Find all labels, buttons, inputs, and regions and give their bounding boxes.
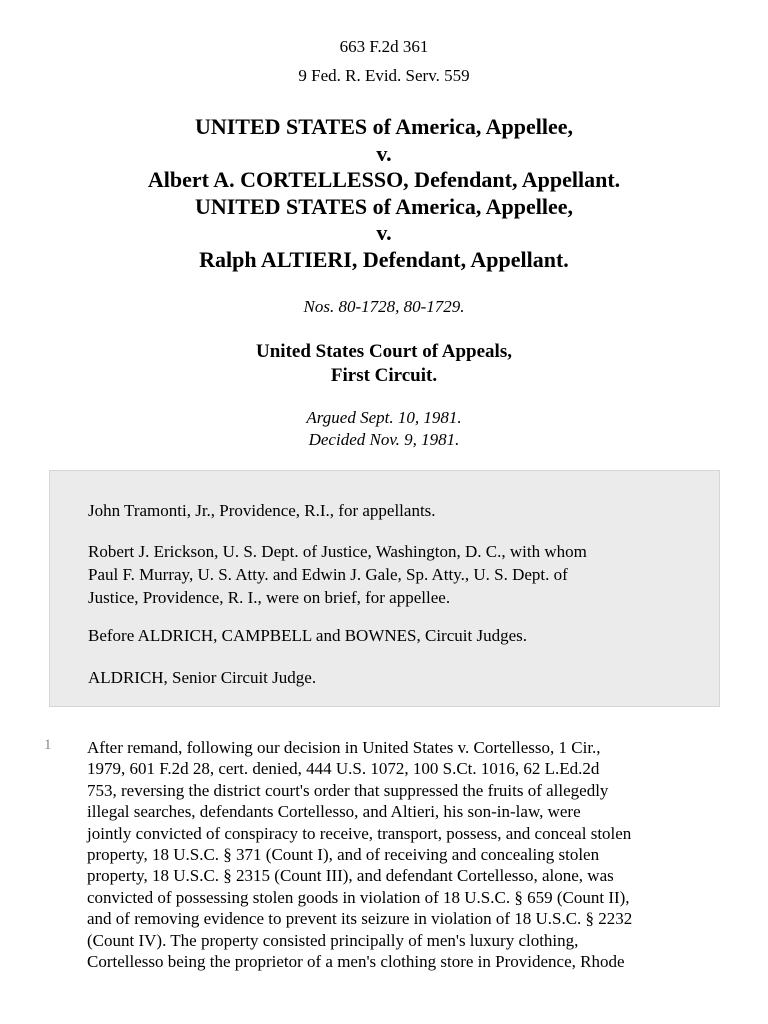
counsel-panel xyxy=(49,470,720,707)
opinion-line: illegal searches, defendants Cortellesso, and Altieri, his son-in-law, were xyxy=(87,802,581,822)
reporter-citation: 663 F.2d 361 xyxy=(339,37,429,56)
opinion-line: and of removing evidence to prevent its seizure in violation of 18 U.S.C. § 2232 xyxy=(87,909,633,929)
counsel-appellants: John Tramonti, Jr., Providence, R.I., for appellants. xyxy=(88,501,436,520)
court-line-2: First Circuit. xyxy=(330,365,438,386)
opinion-line: property, 18 U.S.C. § 2315 (Count III), and defendant Cortellesso, alone, was xyxy=(87,866,614,886)
counsel-appellee xyxy=(88,540,698,609)
court-name xyxy=(0,340,768,388)
docket-numbers: Nos. 80-1728, 80-1729. xyxy=(303,297,465,316)
case-caption xyxy=(0,114,768,273)
opinion-line: jointly convicted of conspiracy to receive, transport, possess, and conceal stolen xyxy=(87,823,632,843)
caption-line: v. xyxy=(376,220,392,245)
decided-date: Decided Nov. 9, 1981. xyxy=(308,430,460,449)
opinion-line: After remand, following our decision in United States v. Cortellesso, 1 Cir., xyxy=(87,738,601,757)
opinion-line: Cortellesso being the proprietor of a men's clothing store in Providence, Rhode xyxy=(87,952,625,972)
opinion-line: (Count IV). The property consisted principally of men's luxury clothing, xyxy=(87,930,579,950)
opinion-paragraph xyxy=(87,737,727,972)
opinion-line: 753, reversing the district court's order that suppressed the fruits of allegedly xyxy=(87,780,609,800)
opinion-line: convicted of possessing stolen goods in violation of 18 U.S.C. § 659 (Count II), xyxy=(87,887,630,907)
paragraph-number: 1 xyxy=(44,737,52,753)
caption-line: UNITED STATES of America, Appellee, xyxy=(194,193,574,219)
opinion-author: ALDRICH, Senior Circuit Judge. xyxy=(88,668,317,687)
counsel-appellee-line: Paul F. Murray, U. S. Atty. and Edwin J. Gale, Sp. Atty., U. S. Dept. of xyxy=(88,565,568,584)
counsel-appellee-line: Robert J. Erickson, U. S. Dept. of Justice, Washington, D. C., with whom xyxy=(88,542,587,561)
argued-date: Argued Sept. 10, 1981. xyxy=(306,408,462,427)
court-line-1: United States Court of Appeals, xyxy=(256,341,512,362)
opinion-line: property, 18 U.S.C. § 371 (Count I), and of receiving and concealing stolen xyxy=(87,845,600,865)
caption-line: Ralph ALTIERI, Defendant, Appellant. xyxy=(199,246,569,272)
evidence-service-citation: 9 Fed. R. Evid. Serv. 559 xyxy=(298,66,470,85)
caption-line: Albert A. CORTELLESSO, Defendant, Appellant. xyxy=(147,167,621,192)
case-dates xyxy=(0,407,768,451)
opinion-line: 1979, 601 F.2d 28, cert. denied, 444 U.S. 1072, 100 S.Ct. 1016, 62 L.Ed.2d xyxy=(87,759,600,779)
judges-panel: Before ALDRICH, CAMPBELL and BOWNES, Circuit Judges. xyxy=(88,626,527,645)
caption-line: UNITED STATES of America, Appellee, xyxy=(194,114,574,139)
counsel-appellee-line: Justice, Providence, R. I., were on brief, for appellee. xyxy=(88,588,451,607)
caption-line: v. xyxy=(376,140,392,166)
